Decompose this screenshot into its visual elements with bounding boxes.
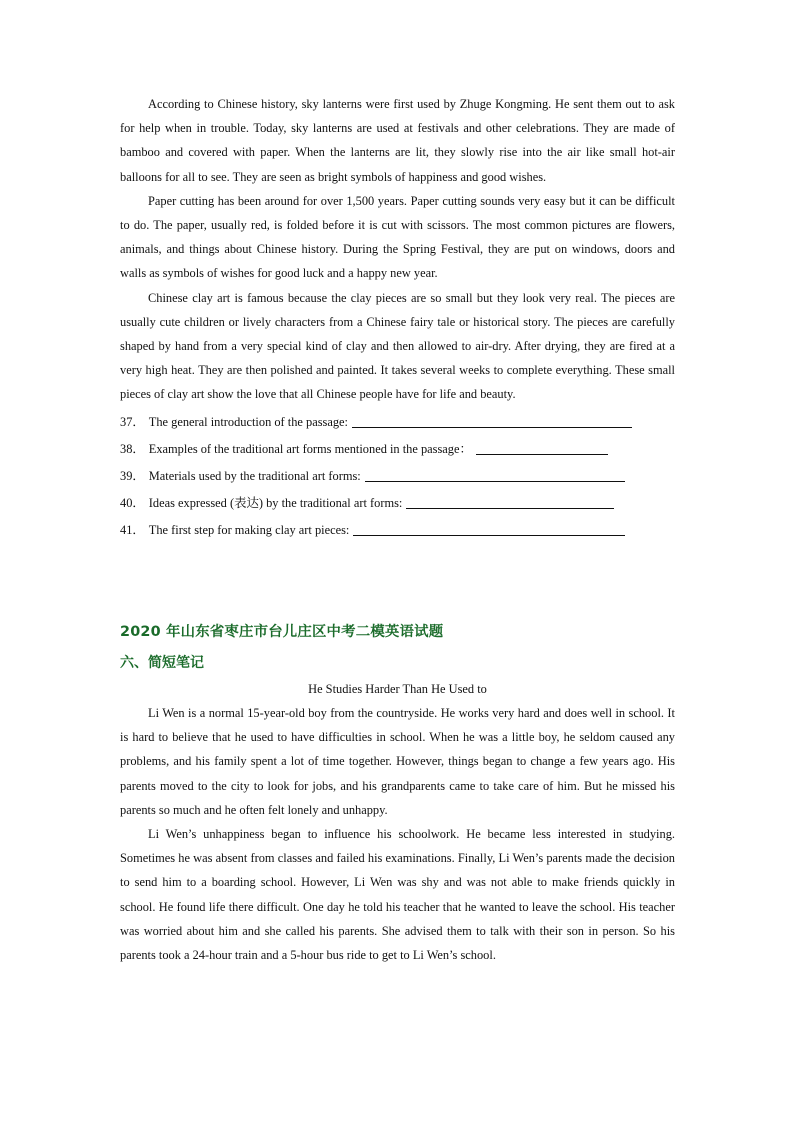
answer-blank[interactable] <box>476 440 608 455</box>
question-number: 40． <box>120 496 145 511</box>
question-number: 38． <box>120 441 145 456</box>
story-paragraph: Li Wen is a normal 15-year-old boy from the countryside. He works very hard and does well in school. It is hard to believe that he used to have difficulties in school. When he was a little boy, he seldom caused any problems, and his family spent a lot of time together. However, things began to change a few years ago. His parents moved to the city to look for jobs, and his grandparents came to take care of him. But he missed his parents so much and he often felt lonely and unhappy. <box>120 706 675 817</box>
question-number: 39． <box>120 469 145 484</box>
question-number: 41． <box>120 523 145 538</box>
question-text: Ideas expressed (表达) by the traditional art forms: <box>148 496 403 511</box>
reading-passage <box>120 92 675 545</box>
question-text: The first step for making clay art pieces: <box>148 523 350 538</box>
story-title: He Studies Harder Than He Used to <box>308 682 487 696</box>
answer-blank[interactable] <box>365 467 625 482</box>
question-text: Materials used by the traditional art forms: <box>148 469 361 484</box>
question-41 <box>120 517 675 544</box>
question-text: The general introduction of the passage: <box>148 414 348 429</box>
answer-blank[interactable] <box>406 494 614 509</box>
question-text: Examples of the traditional art forms mentioned in the passage： <box>148 441 472 456</box>
story-paragraph: Li Wen’s unhappiness began to influence his schoolwork. He became less interested in studying. Sometimes he was absent from classes and failed his examinations. Finally, Li Wen’s parents made the decision to send him to a boarding school. However, Li Wen was shy and was not able to make friends quickly in school. He found life there difficult. One day he told his teacher that he wanted to leave the school. His teacher was worried about him and she called his parents. She advised them to talk with their son in person. So his parents took a 24-hour train and a 5-hour bus ride to get to Li Wen’s school. <box>120 827 675 963</box>
passage-paragraph-sky-lanterns: According to Chinese history, sky lanterns were first used by Zhuge Kongming. He sent them out to ask for help when in trouble. Today, sky lanterns are used at festivals and other celebrations. They are made of bamboo and covered with paper. When the lanterns are lit, they slowly rise into the air like small hot-air balloons for all to see. They are seen as bright symbols of happiness and good wishes. <box>120 97 675 184</box>
passage-paragraph-clay-art: Chinese clay art is famous because the clay pieces are so small but they look very real. The pieces are usually cute children or lively characters from a Chinese fairy tale or historical story. The pieces are carefully shaped by hand from a very special kind of clay and then allowed to air-dry. After drying, they are fired at a very high heat. They are then polished and painted. It takes several weeks to complete everything. These small pieces of clay art show the love that all Chinese people have for life and beauty. <box>120 290 675 402</box>
passage-paragraph-paper-cutting: Paper cutting has been around for over 1,500 years. Paper cutting sounds very easy but it can be difficult to do. The paper, usually red, is folded before it is cut with scissors. The most common pictures are flowers, animals, and things about Chinese history. During the Spring Festival, they are put on windows, doors and walls as symbols of wishes for good luck and a happy new year. <box>120 193 675 281</box>
question-40 <box>120 490 675 517</box>
question-38 <box>120 436 675 463</box>
question-37 <box>120 409 675 436</box>
question-number: 37． <box>120 414 145 429</box>
question-list <box>120 409 675 545</box>
exam-section-title: 2020 年山东省枣庄市台儿庄区中考二模英语试题 <box>120 624 444 640</box>
exam-section-subtitle: 六、简短笔记 <box>120 655 204 671</box>
answer-blank[interactable] <box>353 521 625 536</box>
story-passage <box>120 701 675 967</box>
question-39 <box>120 463 675 490</box>
answer-blank[interactable] <box>352 413 632 428</box>
